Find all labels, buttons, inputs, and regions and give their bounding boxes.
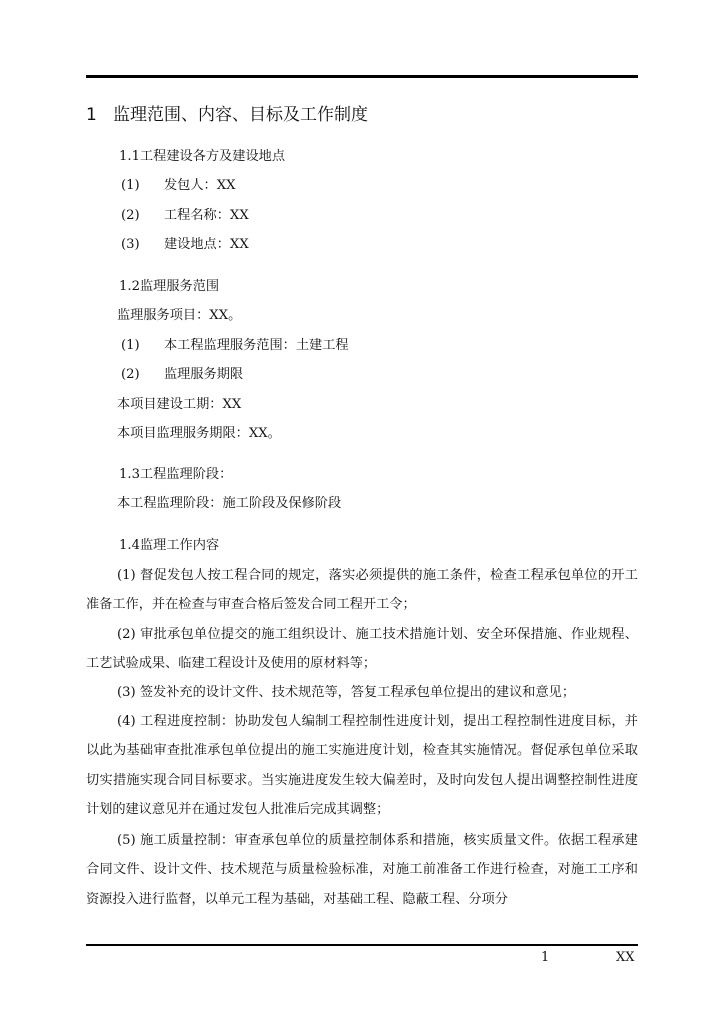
content-paragraph: (2) 审批承包单位提交的施工组织设计、施工技术措施计划、安全环保措施、作业规程、工艺试验成果、临建工程设计及使用的原材料等； [86,627,638,672]
list-item-text: 发包人：XX [164,178,236,193]
list-item-number: (1) [121,178,140,193]
build-period-text: 本项目建设工期：XX [117,397,242,412]
section-1-2-title: 1.2监理服务范围 [119,279,220,294]
list-item-text: 建设地点：XX [164,237,249,252]
chapter-title: 监理范围、内容、目标及工作制度 [113,105,368,125]
section-1-1-title: 1.1工程建设各方及建设地点 [119,149,286,164]
footer-rule [86,944,638,946]
content-paragraph: (5) 施工质量控制：审查承包单位的质量控制体系和措施，核实质量文件。依据工程承建合同文件、设计文件、技术规范与质量检验标准，对施工前准备工作进行检查，对施工工序和资源投入进行监督，以单元工程为基础，对基础工程、隐蔽工程、分项分 [86,833,638,907]
list-item-number: (2) [121,367,140,382]
service-period-text: 本项目监理服务期限：XX。 [117,426,281,441]
list-item-text: 工程名称：XX [164,208,249,223]
list-item-number: (3) [121,237,140,252]
section-1-4-title: 1.4监理工作内容 [119,538,220,553]
content-paragraph: (3) 签发补充的设计文件、技术规范等，答复工程承包单位提出的建议和意见； [117,685,576,700]
footer-code: XX [616,950,635,965]
section-1-3-title: 1.3工程监理阶段： [119,467,233,482]
service-project-text: 监理服务项目：XX。 [117,308,242,323]
list-item-text: 本工程监理服务范围：土建工程 [164,338,349,353]
list-item-number: (2) [121,208,140,223]
header-rule [86,75,638,78]
content-paragraph: (1) 督促发包人按工程合同的规定，落实必须提供的施工条件，检查工程承包单位的开工准备工作，并在检查与审查合格后签发合同工程开工令； [86,568,638,613]
chapter-heading [86,104,368,126]
page-number: 1 [541,950,550,965]
supervision-stage-text: 本工程监理阶段：施工阶段及保修阶段 [117,496,342,511]
chapter-number: 1 [86,105,97,125]
content-paragraph: (4) 工程进度控制：协助发包人编制工程控制性进度计划，提出工程控制性进度目标，并以此为基础审查批准承包单位提出的施工实施进度计划，检查其实施情况。督促承包单位采取切实措施实现合同目标要求。当实施进度发生较大偏差时，及时向发包人提出调整控制性进度计划的建议意见并在通过发包人批准后完成其调整； [86,714,638,818]
list-item-text: 监理服务期限 [164,367,244,382]
list-item-number: (1) [121,338,140,353]
